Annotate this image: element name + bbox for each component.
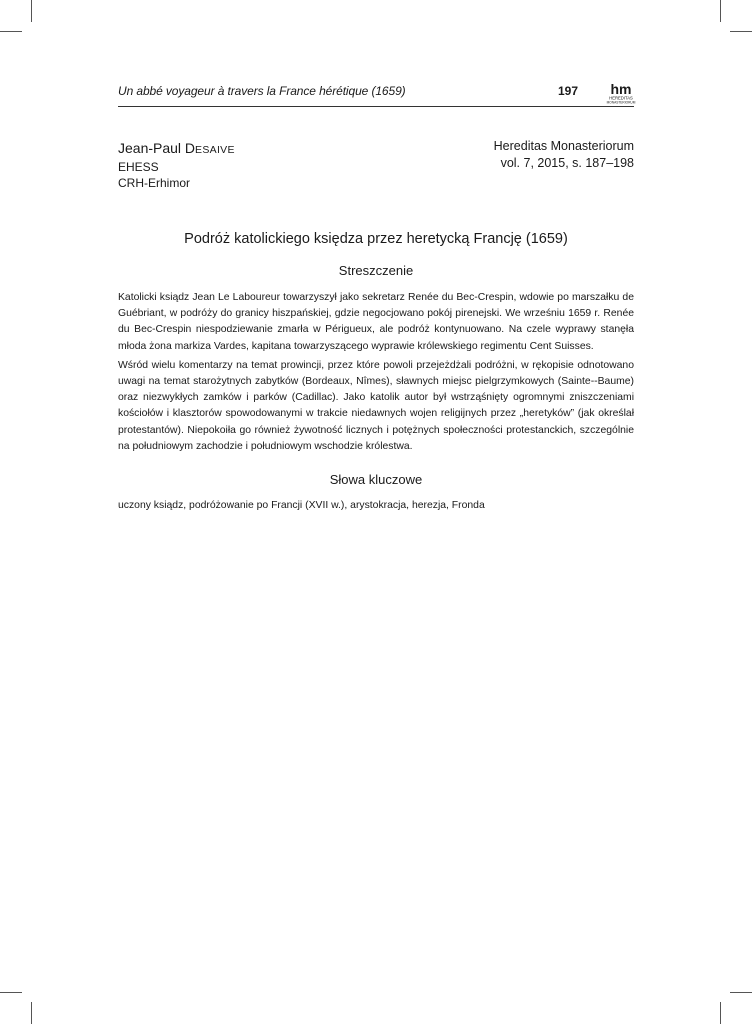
crop-mark-left-bottom: [0, 992, 22, 993]
journal-logo: [603, 82, 639, 106]
author-surname: ESAIVE: [195, 144, 235, 156]
journal-name: Hereditas Monasteriorum: [493, 139, 634, 153]
logo-line-1: HEREDITAS: [609, 95, 633, 101]
affiliation-1: EHESS: [118, 160, 159, 174]
running-head: [118, 84, 578, 104]
author-first-name: Jean-Paul D: [118, 140, 196, 156]
running-head-title: Un abbé voyageur à travers la France hérétique (1659): [118, 84, 406, 98]
article-title: Podróż katolickiego księdza przez heretycką Francję (1659): [184, 231, 568, 247]
crop-mark-top-right: [720, 0, 721, 22]
abstract-paragraph-1: Katolicki ksiądz Jean Le Laboureur towarzyszył jako sekretarz Renée du Bec-Crespin, wdowie po marszałku de Guébriant, w podróży do granicy hiszpańskiej, gdzie negocjowano pokój pirenejski. We wrześniu 1659 r. Renée du Bec-Crespin niespodziewanie zmarła w Périgueux, ale podróż kontynuowano. Na czele wyprawy stanęła młoda żona markiza Vardes, kapitana towarzyszącego wyprawie królewskiego regimentu Cent Suisses.: [118, 292, 634, 352]
crop-mark-bottom-right: [720, 1002, 721, 1024]
journal-citation: vol. 7, 2015, s. 187–198: [500, 156, 634, 170]
crop-mark-bottom-left: [31, 1002, 32, 1024]
journal-citation-block: [334, 138, 634, 172]
crop-mark-top-left: [31, 0, 32, 22]
journal-logo-graphic: [603, 82, 639, 106]
abstract-heading: Streszczenie: [338, 263, 414, 278]
keywords-heading: Słowa kluczowe: [329, 472, 423, 487]
crop-mark-left-top: [0, 31, 22, 32]
logo-line-2: MONASTERIORUM: [606, 100, 636, 105]
page-number: 197: [557, 84, 578, 98]
header-rule: [118, 106, 634, 107]
abstract-body: [118, 290, 634, 458]
keywords-text: uczony ksiądz, podróżowanie po Francji (XVII w.), arystokracja, herezja, Fronda: [118, 500, 485, 511]
abstract-paragraph-2: Wśród wielu komentarzy na temat prowincji, przez które powoli przejeżdżali podróżni, w rękopisie odnotowano uwagi na temat starożytnych zabytków (Bordeaux, Nîmes), sławnych miejsc pielgrzymkowych (Sainte--Baume) oraz niezwykłych zamków i parków (Cadillac). Jako katolik autor był wstrząśnięty ogromnymi zniszczeniami kościołów i klasztorów spowodowanymi w trakcie niedawnych wojen religijnych przez „heretyków” (jak określał protestantów). Niepokoiła go również żywotność licznych i potężnych społeczności protestanckich, szczególnie na południowym zachodzie i południowym wschodzie królestwa.: [118, 359, 634, 452]
crop-mark-right-top: [730, 31, 752, 32]
crop-mark-right-bottom: [730, 992, 752, 993]
affiliation-2: CRH-Erhimor: [118, 176, 190, 190]
logo-letters: hm: [610, 82, 632, 97]
